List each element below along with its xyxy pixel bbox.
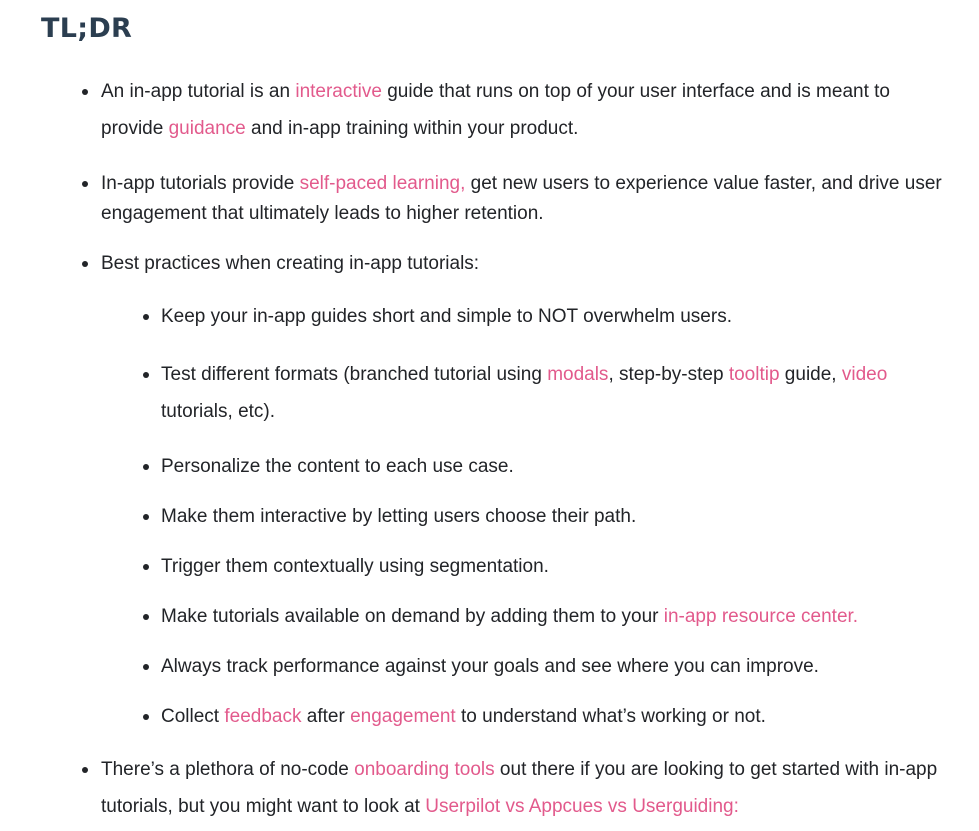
sub-bullet-dot (143, 514, 149, 520)
sub-bullet-dot (143, 564, 149, 570)
text-segment: tutorials, etc). (161, 401, 276, 422)
link-self-paced-learning[interactable]: self-paced learning, (299, 173, 466, 194)
sub-bullet-dot (143, 464, 149, 470)
link-video[interactable]: video (841, 364, 888, 385)
link-engagement[interactable]: engagement (350, 706, 456, 727)
link-interactive[interactable]: interactive (295, 81, 382, 102)
text-segment: out there if you are looking to get started with in-app tutorials, but you might want to look at (101, 759, 938, 817)
tldr-point-definition (101, 73, 951, 147)
sub-bullet-dot (143, 614, 149, 620)
text-segment: An in-app tutorial is an (101, 81, 296, 102)
practice-on-demand (161, 598, 951, 635)
bullet-dot (82, 181, 88, 187)
sub-bullet-dot (143, 372, 149, 378)
practice-collect-feedback (161, 698, 951, 735)
tldr-point-benefits (101, 169, 951, 229)
sub-bullet-dot (143, 714, 149, 720)
text-segment: guide, (779, 364, 842, 385)
text-segment: In-app tutorials provide (101, 173, 300, 194)
practice-track-performance: Always track performance against your goals and see where you can improve. (161, 656, 819, 677)
sub-bullet-dot (143, 314, 149, 320)
text-segment: , step-by-step (608, 364, 729, 385)
text-segment: after (301, 706, 351, 727)
bullet-dot (82, 89, 88, 95)
practice-interactive: Make them interactive by letting users choose their path. (161, 506, 637, 527)
bullet-dot (82, 767, 88, 773)
text-segment: guide that runs on top of your user interface and is meant to provide (101, 81, 890, 139)
practice-personalize: Personalize the content to each use case. (161, 456, 514, 477)
text-segment: There’s a plethora of no-code (101, 759, 355, 780)
tldr-point-best-practices: Best practices when creating in-app tutorials: (101, 253, 480, 274)
link-feedback[interactable]: feedback (224, 706, 302, 727)
practice-keep-short: Keep your in-app guides short and simple to NOT overwhelm users. (161, 306, 732, 327)
link-comparison[interactable]: Userpilot vs Appcues vs Userguiding: (425, 796, 739, 817)
text-segment: Test different formats (branched tutorial using (161, 364, 548, 385)
practice-contextual: Trigger them contextually using segmentation. (161, 556, 549, 577)
text-segment: Make tutorials available on demand by adding them to your (161, 606, 664, 627)
text-segment: Collect (161, 706, 225, 727)
link-resource-center[interactable]: in-app resource center. (663, 606, 859, 627)
sub-bullet-dot (143, 664, 149, 670)
text-segment: and in-app training within your product. (245, 118, 579, 139)
page-heading: TL;DR (41, 13, 133, 44)
text-segment: get new users to experience value faster, and drive user engagement that ultimately leads to higher retention. (101, 173, 942, 224)
tldr-point-tools (101, 751, 951, 825)
link-modals[interactable]: modals (547, 364, 609, 385)
link-tooltip[interactable]: tooltip (728, 364, 780, 385)
link-guidance[interactable]: guidance (168, 118, 246, 139)
link-onboarding-tools[interactable]: onboarding tools (354, 759, 495, 780)
practice-test-formats (161, 356, 951, 430)
text-segment: to understand what’s working or not. (455, 706, 766, 727)
bullet-dot (82, 261, 88, 267)
